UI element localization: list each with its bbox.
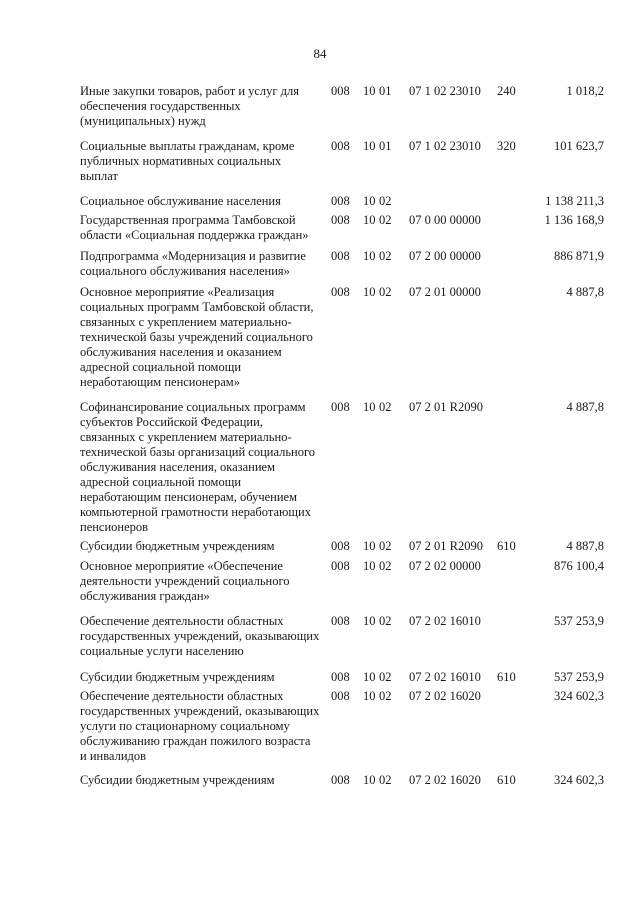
row-section-code: 10 [363, 559, 376, 573]
table-row [0, 539, 640, 554]
row-subsection-code: 01 [379, 84, 392, 98]
row-subsection-code: 02 [379, 559, 392, 573]
row-amount: 324 602,3 [554, 773, 604, 787]
row-name: Субсидии бюджетным учреждениям [80, 670, 275, 684]
row-department-code: 008 [331, 539, 350, 553]
row-section-code: 10 [363, 670, 376, 684]
row-target-article: 07 0 00 00000 [409, 213, 481, 227]
row-name: Субсидии бюджетным учреждениям [80, 539, 275, 553]
row-section-code: 10 [363, 194, 376, 208]
row-expense-type: 240 [497, 84, 516, 98]
row-target-article: 07 2 02 16020 [409, 689, 481, 703]
row-amount: 101 623,7 [554, 139, 604, 153]
budget-table [0, 84, 640, 788]
row-name: Государственная программа Тамбовской области «Социальная поддержка граждан» [80, 213, 309, 242]
row-section-code: 10 [363, 285, 376, 299]
table-row [0, 194, 640, 209]
row-amount: 324 602,3 [554, 689, 604, 703]
row-subsection-code: 02 [379, 400, 392, 414]
row-department-code: 008 [331, 559, 350, 573]
row-amount: 4 887,8 [566, 400, 604, 414]
row-section-code: 10 [363, 614, 376, 628]
table-row [0, 670, 640, 685]
table-row [0, 689, 640, 764]
row-subsection-code: 02 [379, 689, 392, 703]
row-subsection-code: 02 [379, 670, 392, 684]
table-row [0, 285, 640, 390]
table-row [0, 614, 640, 659]
table-row [0, 213, 640, 243]
row-section-code: 10 [363, 773, 376, 787]
row-subsection-code: 02 [379, 773, 392, 787]
page-number: 84 [313, 46, 327, 61]
row-target-article: 07 1 02 23010 [409, 139, 481, 153]
row-subsection-code: 02 [379, 285, 392, 299]
row-amount: 1 138 211,3 [545, 194, 604, 208]
row-section-code: 10 [363, 139, 376, 153]
row-section-code: 10 [363, 689, 376, 703]
row-section-code: 10 [363, 539, 376, 553]
row-department-code: 008 [331, 689, 350, 703]
row-name: Основное мероприятие «Реализация социальных программ Тамбовской области, связанных с укреплением материально-технической базы учреждений социального обслуживания населения и оказанием адресной социальной помощи неработающим пенсионерам» [80, 285, 314, 389]
row-department-code: 008 [331, 194, 350, 208]
row-expense-type: 610 [497, 539, 516, 553]
table-row [0, 249, 640, 279]
row-target-article: 07 2 02 16010 [409, 670, 481, 684]
row-name: Основное мероприятие «Обеспечение деятельности учреждений социального обслуживания граждан» [80, 559, 290, 603]
row-name: Обеспечение деятельности областных государственных учреждений, оказывающих социальные услуги населению [80, 614, 320, 658]
row-target-article: 07 2 01 R2090 [409, 539, 483, 553]
row-target-article: 07 2 02 00000 [409, 559, 481, 573]
row-section-code: 10 [363, 400, 376, 414]
row-target-article: 07 2 01 R2090 [409, 400, 483, 414]
row-department-code: 008 [331, 670, 350, 684]
row-subsection-code: 01 [379, 139, 392, 153]
table-row [0, 84, 640, 129]
row-target-article: 07 2 02 16010 [409, 614, 481, 628]
row-subsection-code: 02 [379, 614, 392, 628]
row-name: Софинансирование социальных программ субъектов Российской Федерации, связанных с укреплением материально-технической базы организаций социального обслуживания населения, оказанием адресной социальной помощи неработающим пенсионерам, обучением компьютерной грамотности неработающих пенсионеров [80, 400, 316, 534]
row-target-article: 07 2 00 00000 [409, 249, 481, 263]
row-section-code: 10 [363, 84, 376, 98]
row-subsection-code: 02 [379, 213, 392, 227]
row-amount: 1 136 168,9 [544, 213, 604, 227]
row-expense-type: 610 [497, 773, 516, 787]
table-row [0, 559, 640, 604]
row-amount: 537 253,9 [554, 614, 604, 628]
row-department-code: 008 [331, 84, 350, 98]
row-department-code: 008 [331, 213, 350, 227]
row-target-article: 07 2 02 16020 [409, 773, 481, 787]
row-amount: 1 018,2 [566, 84, 604, 98]
table-row [0, 139, 640, 184]
row-expense-type: 610 [497, 670, 516, 684]
row-section-code: 10 [363, 213, 376, 227]
row-amount: 4 887,8 [566, 539, 604, 553]
row-amount: 537 253,9 [554, 670, 604, 684]
row-name: Субсидии бюджетным учреждениям [80, 773, 275, 787]
row-expense-type: 320 [497, 139, 516, 153]
row-amount: 876 100,4 [554, 559, 604, 573]
row-subsection-code: 02 [379, 194, 392, 208]
row-target-article: 07 1 02 23010 [409, 84, 481, 98]
row-name: Иные закупки товаров, работ и услуг для обеспечения государственных (муниципальных) нужд [80, 84, 300, 128]
row-name: Социальное обслуживание населения [80, 194, 281, 208]
row-department-code: 008 [331, 773, 350, 787]
row-department-code: 008 [331, 249, 350, 263]
row-target-article: 07 2 01 00000 [409, 285, 481, 299]
row-department-code: 008 [331, 285, 350, 299]
row-amount: 4 887,8 [566, 285, 604, 299]
row-department-code: 008 [331, 614, 350, 628]
row-name: Подпрограмма «Модернизация и развитие социального обслуживания населения» [80, 249, 306, 278]
table-row [0, 773, 640, 788]
row-subsection-code: 02 [379, 539, 392, 553]
row-subsection-code: 02 [379, 249, 392, 263]
table-row [0, 400, 640, 535]
row-department-code: 008 [331, 400, 350, 414]
row-amount: 886 871,9 [554, 249, 604, 263]
row-department-code: 008 [331, 139, 350, 153]
row-section-code: 10 [363, 249, 376, 263]
row-name: Социальные выплаты гражданам, кроме публичных нормативных социальных выплат [80, 139, 295, 183]
row-name: Обеспечение деятельности областных государственных учреждений, оказывающих услуги по стационарному социальному обслуживанию граждан пожилого возраста и инвалидов [80, 689, 320, 763]
